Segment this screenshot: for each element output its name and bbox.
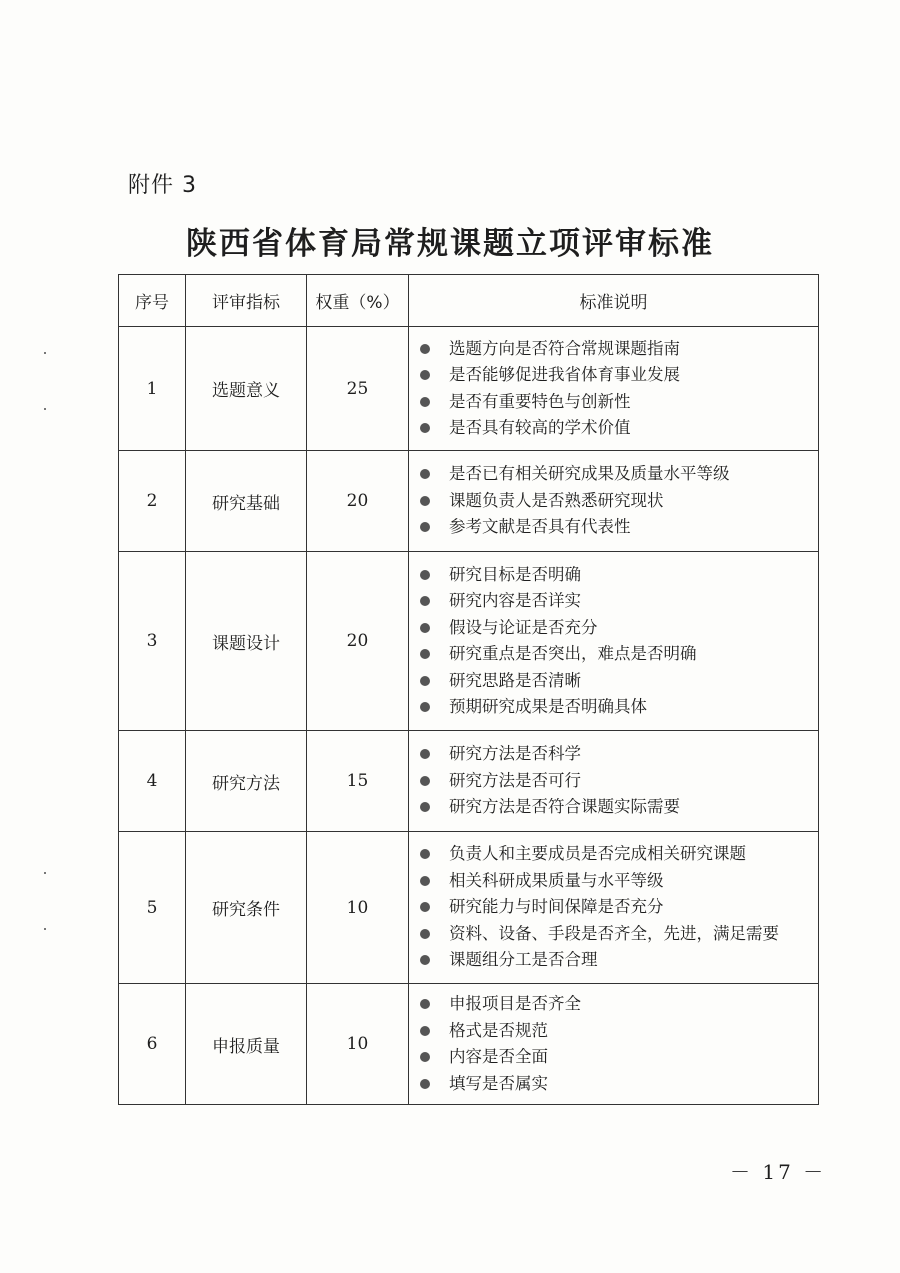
criteria-item	[409, 794, 818, 821]
criteria-text: 课题组分工是否合理	[449, 950, 598, 970]
bullet-dot-icon	[420, 649, 430, 659]
row-description	[409, 327, 819, 451]
bullet-dot-icon	[420, 623, 430, 633]
criteria-text: 是否有重要特色与创新性	[449, 391, 631, 411]
criteria-text: 负责人和主要成员是否完成相关研究课题	[449, 844, 746, 864]
criteria-text: 参考文献是否具有代表性	[449, 517, 631, 537]
margin-mark	[44, 408, 46, 410]
criteria-list	[409, 336, 818, 442]
table-row	[119, 984, 819, 1105]
bullet-dot-icon	[420, 522, 430, 532]
attachment-label: 附件 3	[128, 173, 197, 198]
criteria-text: 是否能够促进我省体育事业发展	[449, 365, 680, 384]
criteria-text: 研究方法是否科学	[449, 744, 581, 764]
criteria-text: 是否具有较高的学术价值	[449, 418, 631, 437]
row-weight: 10	[307, 832, 409, 984]
row-description	[409, 832, 819, 984]
bullet-dot-icon	[420, 902, 430, 912]
criteria-list	[409, 991, 818, 1097]
criteria-list	[409, 562, 818, 721]
criteria-item	[409, 741, 818, 768]
row-weight: 15	[307, 731, 409, 832]
table-row	[119, 327, 819, 451]
row-index: 2	[119, 451, 186, 552]
bullet-dot-icon	[420, 776, 430, 786]
criteria-text: 相关科研成果质量与水平等级	[449, 870, 664, 890]
bullet-dot-icon	[420, 423, 430, 433]
bullet-dot-icon	[420, 876, 430, 886]
header-description: 标准说明	[409, 275, 819, 327]
criteria-text: 格式是否规范	[449, 1020, 548, 1040]
table-row	[119, 451, 819, 552]
criteria-text: 是否已有相关研究成果及质量水平等级	[449, 464, 730, 484]
evaluation-criteria-table	[118, 274, 819, 1105]
criteria-item	[409, 894, 818, 921]
bullet-dot-icon	[420, 929, 430, 939]
criteria-text: 课题负责人是否熟悉研究现状	[449, 490, 664, 510]
table-row	[119, 552, 819, 731]
criteria-item	[409, 514, 818, 541]
row-indicator: 申报质量	[186, 984, 307, 1105]
document-title: 陕西省体育局常规课题立项评审标准	[186, 226, 714, 262]
bullet-dot-icon	[420, 1052, 430, 1062]
row-index: 3	[119, 552, 186, 731]
row-index: 1	[119, 327, 186, 451]
criteria-text: 研究方法是否符合课题实际需要	[449, 797, 680, 817]
criteria-text: 研究方法是否可行	[449, 770, 581, 790]
bullet-dot-icon	[420, 702, 430, 712]
criteria-list	[409, 741, 818, 821]
row-weight: 25	[307, 327, 409, 451]
criteria-list	[409, 841, 818, 974]
criteria-item	[409, 921, 818, 948]
header-weight: 权重（%）	[307, 275, 409, 327]
row-weight: 20	[307, 451, 409, 552]
criteria-text: 研究目标是否明确	[449, 564, 581, 584]
criteria-text: 假设与论证是否充分	[449, 617, 598, 637]
row-description	[409, 984, 819, 1105]
criteria-text: 研究重点是否突出，难点是否明确	[449, 644, 697, 663]
bullet-dot-icon	[420, 676, 430, 686]
bullet-dot-icon	[420, 1079, 430, 1089]
bullet-dot-icon	[420, 596, 430, 606]
criteria-item	[409, 389, 818, 416]
criteria-item	[409, 668, 818, 695]
bullet-dot-icon	[420, 999, 430, 1009]
row-description	[409, 451, 819, 552]
bullet-dot-icon	[420, 397, 430, 407]
criteria-text: 申报项目是否齐全	[449, 994, 581, 1013]
row-description	[409, 731, 819, 832]
criteria-item	[409, 1044, 818, 1071]
criteria-item	[409, 841, 818, 868]
bullet-dot-icon	[420, 955, 430, 965]
row-indicator: 研究方法	[186, 731, 307, 832]
row-description	[409, 552, 819, 731]
bullet-dot-icon	[420, 496, 430, 506]
criteria-item	[409, 868, 818, 895]
margin-mark	[44, 352, 46, 354]
bullet-dot-icon	[420, 570, 430, 580]
row-weight: 10	[307, 984, 409, 1105]
row-weight: 20	[307, 552, 409, 731]
bullet-dot-icon	[420, 344, 430, 354]
criteria-text: 研究能力与时间保障是否充分	[449, 897, 664, 917]
criteria-item	[409, 588, 818, 615]
criteria-item	[409, 947, 818, 974]
row-indicator: 课题设计	[186, 552, 307, 731]
margin-mark	[44, 928, 46, 930]
bullet-dot-icon	[420, 1026, 430, 1036]
criteria-text: 预期研究成果是否明确具体	[449, 697, 647, 716]
criteria-item	[409, 1071, 818, 1098]
criteria-text: 研究内容是否详实	[449, 591, 581, 610]
criteria-item	[409, 694, 818, 721]
criteria-item	[409, 1018, 818, 1045]
criteria-item	[409, 641, 818, 668]
criteria-item	[409, 991, 818, 1018]
table-row	[119, 731, 819, 832]
bullet-dot-icon	[420, 469, 430, 479]
header-index: 序号	[119, 275, 186, 327]
criteria-item	[409, 615, 818, 642]
criteria-item	[409, 562, 818, 589]
bullet-dot-icon	[420, 849, 430, 859]
criteria-text: 选题方向是否符合常规课题指南	[449, 338, 680, 358]
criteria-item	[409, 461, 818, 488]
row-index: 4	[119, 731, 186, 832]
row-indicator: 研究基础	[186, 451, 307, 552]
bullet-dot-icon	[420, 370, 430, 380]
table-row	[119, 832, 819, 984]
margin-mark	[44, 872, 46, 874]
table-body	[119, 327, 819, 1105]
criteria-list	[409, 461, 818, 541]
header-indicator: 评审指标	[186, 275, 307, 327]
page-number: － 17 －	[730, 1160, 827, 1184]
row-index: 6	[119, 984, 186, 1105]
criteria-item	[409, 488, 818, 515]
criteria-text: 填写是否属实	[449, 1073, 548, 1093]
criteria-text: 内容是否全面	[449, 1047, 548, 1066]
criteria-item	[409, 362, 818, 389]
criteria-item	[409, 415, 818, 442]
bullet-dot-icon	[420, 749, 430, 759]
row-indicator: 选题意义	[186, 327, 307, 451]
criteria-item	[409, 336, 818, 363]
criteria-text: 资料、设备、手段是否齐全，先进，满足需要	[449, 923, 779, 943]
table-header-row	[119, 275, 819, 327]
bullet-dot-icon	[420, 802, 430, 812]
row-indicator: 研究条件	[186, 832, 307, 984]
row-index: 5	[119, 832, 186, 984]
criteria-text: 研究思路是否清晰	[449, 670, 581, 690]
criteria-item	[409, 768, 818, 795]
